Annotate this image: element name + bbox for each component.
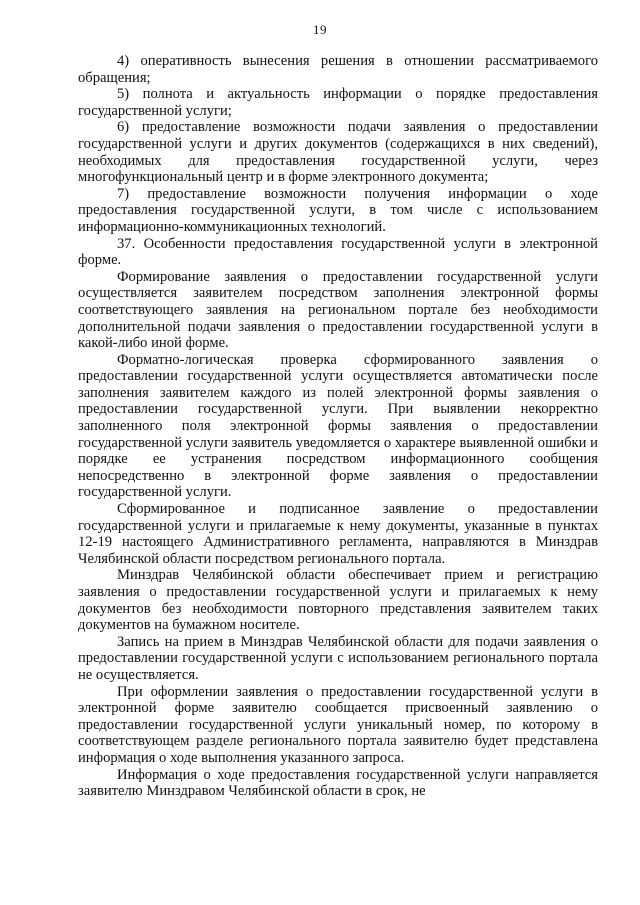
paragraph-unique-number: При оформлении заявления о предоставлении государственной услуги в электронной форме заявителю сообщается присвоенный заявлению о предоставлении государственной услуги уникальный номер, по которому в соответствующем разделе регионального портала заявителю будет представлена информация о ходе выполнения указанного запроса. [78,683,598,766]
page-number: 19 [313,22,327,37]
document-body [78,53,598,800]
paragraph-progress-info: Информация о ходе предоставления государственной услуги направляется заявителю Минздравом Челябинской области в срок, не [78,766,598,800]
paragraph-item-7: 7) предоставление возможности получения информации о ходе предоставления государственной услуги, в том числе с использованием информационно-коммуникационных технологий. [78,185,598,235]
paragraph-item-4: 4) оперативность вынесения решения в отношении рассматриваемого обращения; [78,53,598,86]
paragraph-appointment: Запись на прием в Минздрав Челябинской области для подачи заявления о предоставлении государственной услуги с использованием регионального портала не осуществляется. [78,633,598,683]
paragraph-format-check: Форматно-логическая проверка сформированного заявления о предоставлении государственной услуги осуществляется автоматически после заполнения заявителем каждого из полей электронной формы заявления о предоставлении государственной услуги. При выявлении некорректно заполненного поля электронной формы заявления о предоставлении государственной услуги заявитель уведомляется о характере выявленной ошибки и порядке ее устранения посредством информационного сообщения непосредственно в электронной форме заявления о предоставлении государственной услуги. [78,351,598,501]
paragraph-item-5: 5) полнота и актуальность информации о порядке предоставления государственной услуги; [78,86,598,119]
paragraph-submission: Сформированное и подписанное заявление о предоставлении государственной услуги и прилагаемые к нему документы, указанные в пунктах 12-19 настоящего Административного регламента, направляются в Минздрав Челябинской области посредством регионального портала. [78,501,598,567]
paragraph-application-forming: Формирование заявления о предоставлении государственной услуги осуществляется заявителем посредством заполнения электронной формы соответствующего заявления на региональном портале без необходимости дополнительной подачи заявления о предоставлении государственной услуги в какой-либо иной форме. [78,268,598,352]
paragraph-registration: Минздрав Челябинской области обеспечивает прием и регистрацию заявления о предоставлении государственной услуги и прилагаемых к нему документов без необходимости повторного представления заявителем таких документов на бумажном носителе. [78,567,598,634]
section-37-heading: 37. Особенности предоставления государственной услуги в электронной форме. [78,235,598,269]
paragraph-item-6: 6) предоставление возможности подачи заявления о предоставлении государственной услуги и других документов (содержащихся в них сведений), необходимых для предоставления государственной услуги, через многофункциональный центр и в форме электронного документа; [78,119,598,186]
